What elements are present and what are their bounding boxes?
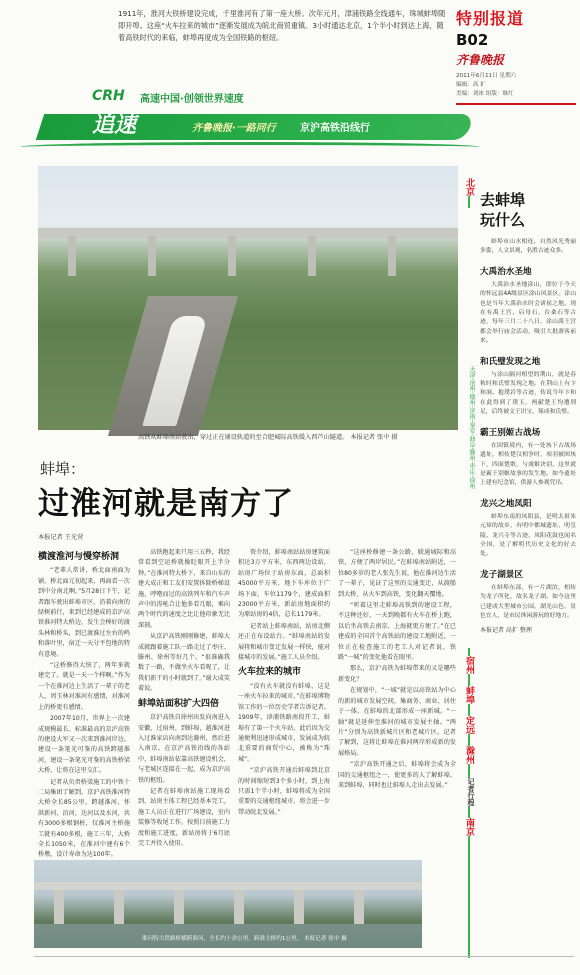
paragraph: 在规划中，“一城”就是以高铁站为中心的新的城市发展空间，集商务、商业、居住于一体，在蚌埠的北部形成一座新城。“一轴”就是延伸至淮河的城市发展主轴。“两片”分别为高铁新城片区和老城片区。记者了解到，这将让蚌埠在淮河两岸形成新的发展格局。: [338, 687, 456, 757]
paragraph: “这座桥修建一条公路，联通城际和高铁，方便了两岸居民。”在蚌埠南站附近，一位80多岁的老人张先生说，他在淮河边生活了一辈子，见证了这里的交通变迁，从渡船到大桥，从火车到高铁，变化翻天覆地。: [338, 549, 456, 598]
paragraph: “这桥修得大快了，两年多就建完了。就是一天一个样啊。”作为一个在淮河边上生活了一辈子的老人，周玉林对淮河有感情，对淮河上的桥更有感情。: [38, 662, 130, 711]
banner-swoosh: [20, 142, 480, 152]
station-dingyuan: 定远: [464, 716, 474, 734]
photo-bridge-deck: [34, 882, 422, 890]
paragraph: “老辈人常讲，桥北面南面为铺，桥北面元初起来，再面看一次到中分南北啊。”5月28日下午，记者跟车驶出蚌埠市区，沿着向南的绿树前行，来到已经建成的京沪高铁淮河特大桥边，发生会棒好的渡头林和桥头，到已渡淮过左右的鸣和落叶里，宿迁一天分平包地的特有意境。: [38, 567, 130, 658]
editor-credit: 编辑：高 扩: [456, 82, 486, 88]
paragraph: 记者站上蚌埠南站，站房北侧还正在布设站台。“蚌埠南站的发展将和城市变迁发展一样快，能对接城市的发展。”施工人员介绍。: [238, 622, 330, 662]
route-strip: [462, 178, 476, 958]
page-header-right: [456, 6, 576, 105]
paragraph: 记者在蚌埠南站施工现场看到，站房主体工程已经基本完工，施工人员正在进行广场建设，室内装修等收尾工作，按照目前施工力度和施工进度，新站房将于6月底完工并投入使用。: [138, 787, 230, 847]
crh-logo: CRH: [92, 88, 125, 104]
sidebar-text: 在固镇境内，有一处垓下古战场遗址，相传楚汉相争时，项羽被困垓下，四面楚歌，与虞姬诀别，这里就是霸王别姬故事的发生地。如今遗址上建有纪念馆，供游人参观凭吊。: [480, 442, 576, 487]
banner-zhuisu-title: 追速: [92, 113, 137, 138]
sidebar-travel: [480, 176, 576, 956]
photo-pier: [54, 890, 64, 924]
sidebar-title: 去蚌埠 玩什么: [480, 191, 526, 229]
banner-slogan: 高速中国·创领世界速度: [140, 94, 244, 105]
footer-rule: [34, 956, 574, 957]
paragraph: 从京沪高铁刚刚修建，蚌埠大成就跟着施工队一路走过了枣庄、滕州、徐州等好几个。“很准确我数了一路，不做坐火车看呢了，让我们新干的小时就到了。”谢大成笑着说。: [138, 633, 230, 693]
paragraph: 2007年10月，世界上一次建成规模最长、标准最高的京沪高铁的建设大军又一次来到淮河岸边。建设一条笔光可鉴的高铁跨越淮河，建设一条笔光可鉴的高铁桥梁大桥，让将在这里交汇。: [38, 715, 130, 775]
subhead-1: 横渡淮河与慢穿桥洞: [38, 552, 120, 562]
banner-brand: 齐鲁晚报·一路同行: [192, 123, 276, 134]
issue-meta: [456, 72, 576, 99]
sidebar-intro: 蚌埠市山水相连，自然风光秀丽多姿，人文景观，名胜古迹众多。: [480, 239, 576, 255]
article-kicker: 蚌埠：: [40, 460, 86, 478]
design-credit: 美编：刘冰 组版：继红: [456, 91, 514, 97]
paragraph: “京沪高铁开通之后，蚌埠将会成为全国的交通枢纽之一，使更多的人了解蚌埠、来到蚌埠，同时也让蚌埠人走出去发展。”: [338, 761, 456, 789]
photo-pier: [68, 236, 76, 276]
banner-series-title: 京沪高铁沿线行: [300, 123, 370, 134]
station-bengbu: 蚌埠: [464, 686, 474, 704]
article-column-2: [138, 548, 230, 856]
special-report-label: 特别报道: [456, 9, 525, 28]
route-note: 记者行程: [462, 778, 476, 806]
photo-pier: [354, 890, 364, 924]
sidebar-subhead: 龙兴之地凤阳: [480, 498, 532, 509]
paragraph: 京沪高铁自徐州出发向南进入安徽，过宿州，到蚌埠，越淮河进入过淮家店向南到达滁州，然后进入南京。在京沪高铁沿线的各站中，蚌埠南站依靠高铁建设机会，与老城区连接在一起，成为京沪高铁的枢纽。: [138, 714, 230, 784]
paragraph: 记者从负责桥梁施工的中铁十二局集团了解到，京沪高铁淮河特大桥全长85公里，跨越淮河、怀洪新河、泊河，达河以及水河，共有3000多根钢桩，仅淮河主桥施工就有400多根，施工三年，大桥全长1050米，在淮河中建有6个桥墩，设计寿命为达100年。: [38, 778, 130, 859]
article-column-3: [238, 548, 330, 856]
photo-pier: [388, 236, 396, 276]
photo-pier: [294, 890, 304, 924]
paragraph: “听着这里走蚌埠高铁到的建设工程，不这种还好，一天到晚都有火车在桥上跑，以后坐高铁去南京、上海就更方便了。”在已建成的全国首个高铁站的建设工地附近，一位正在检查施工的老工人对记者说，铁路“一城”的变化他看在眼里。: [338, 602, 456, 662]
photo-high-speed-train: [38, 166, 458, 430]
station-beijing: 北京: [464, 178, 474, 196]
sidebar-subhead: 大禹治水圣地: [480, 266, 532, 277]
photo-pier: [148, 236, 156, 276]
photo-pier: [228, 236, 236, 276]
sidebar-subhead: 霸王别姬古战场: [480, 427, 541, 438]
sidebar-text: 与涂山隔河相望的荆山，就是春秋时和氏璧发现之地。在荆山上有卞和洞、抱璞岩等古迹，传说当年卞和在此得到了璞玉，两献楚王均遭刖足，后终被文王识宝，琢成和氏璧。: [480, 371, 576, 416]
route-intermediate-stations: 天津·沧州·德州·济南·泰安·曲阜·滕州·枣庄·徐州: [462, 208, 476, 648]
page-number: B02: [456, 31, 489, 49]
paragraph: “京沪高铁开通后蚌埠到北京的时间缩短到3个多小时，到上海只需1个半小时，蚌埠将成为全国重要的交通枢纽城市，将会进一步带动皖北发展。”: [238, 767, 330, 816]
paragraph: 那么，京沪高铁为蚌埠带来的又是哪些新变化？: [338, 665, 456, 683]
header-rule: [456, 103, 576, 105]
paragraph: “没有火车就没有蚌埠，这是一座火车拉来的城市。”在蚌埠博物馆工作的一位历史学者告诉记者。1909年，津浦铁路南段开工，蚌埠有了第一个火车站，此后因为交通便利迅速形成城市，发展成为皖北重要的商贸中心，被称为“珠城”。: [238, 682, 330, 763]
photo-pier: [234, 890, 244, 924]
series-banner: [0, 82, 462, 162]
article-byline: 本报记者 王光营: [38, 534, 84, 541]
photo-caption-bottom: 淮河特大铁路桥横跨淮河，全长约十余公里，跨淮主桥约1公里。 本报记者 张中 摄: [142, 936, 347, 942]
sidebar-subhead: 龙子湖景区: [480, 569, 523, 580]
photo-pier: [174, 890, 184, 924]
sidebar-text: 大禹治水圣地涂山，即位于今天的怀远县4A级景区涂山风景区。涂山也是当年大禹治水时会诸侯之地，现在有禹王宫、启母石、台桑石等古迹，每年三月二十八日，涂山禹王宫都会举行庙会活动，吸引大批游客前来。: [480, 281, 576, 345]
lede-paragraph: 1911年，淮河大铁桥建设完成，千里淮河有了第一座大桥。次年元月，津浦铁路全线通车，珠城蚌埠随即开埠。这座“火车拉来的城市”逐渐发展成为皖北商贸重镇。3小时通达北京，1个半小时到达上海，随着高铁时代的来临，蚌埠再度成为全国铁路的枢纽。: [118, 9, 446, 42]
station-nanjing: 南京: [464, 818, 474, 836]
paragraph: 资介绍，蚌埠南站站房建筑面积达3万平方米，东西两边设站，站房广场位于站房东面，总面积45000平方米，地下车库位于广场下面，车位1179个，建成面积23000平方米，新站房地面积约为原站房的4倍，总长1179米。: [238, 549, 330, 619]
article-column-4: [338, 548, 456, 856]
station-suzhou: 宿州: [464, 656, 474, 674]
station-chuzhou: 滁州: [464, 746, 474, 764]
sidebar-text: 在蚌埠东部，有一片湖泊，相传为龙子所化，故名龙子湖。如今这里已建成大型城市公园，湖光山色，景色宜人，是市民休闲游玩的好地方。: [480, 584, 576, 619]
sidebar-byline: 本报记者 高扩 整理: [480, 627, 532, 635]
sidebar-text: 蚌埠东南的凤阳县，是明太祖朱元璋的故乡，有明中都城遗址、明皇陵、龙兴寺等古迹，凤阳花鼓也闻名全国，是了解明代历史文化的好去处。: [480, 513, 576, 558]
photo-pier: [114, 890, 124, 924]
article-headline: 过淮河就是南方了: [38, 486, 294, 522]
subhead-3: 火车拉来的城市: [238, 667, 302, 678]
article-column-1: [38, 548, 130, 859]
photo-pier: [308, 236, 316, 276]
issue-date: 2011年6月11日 星期六: [456, 73, 517, 79]
newspaper-logo: 齐鲁晚报: [456, 53, 505, 67]
sidebar-subhead: 和氏璧发现之地: [480, 356, 541, 367]
subhead-2: 蚌埠站面积扩大四倍: [138, 698, 220, 709]
photo-caption-top: 高铁从蚌埠南站驶出，穿过正在铺设轨道的至合肥城际高铁缓入西芦山隧道。 本报记者 张中 摄: [138, 434, 398, 441]
paragraph: 高铁跑起来只用三五秒，我经常看到空运桥就像眨眼开上半分钟。”在淮河特大桥下，来自山东的建大成正和工友们安置拆除桥梯设施，呼噜而过的高铁列车和汽车声声中的涛吼合让他多看几眼，乘向两个时代的速度之比让他印象无比深刻。: [138, 549, 230, 629]
